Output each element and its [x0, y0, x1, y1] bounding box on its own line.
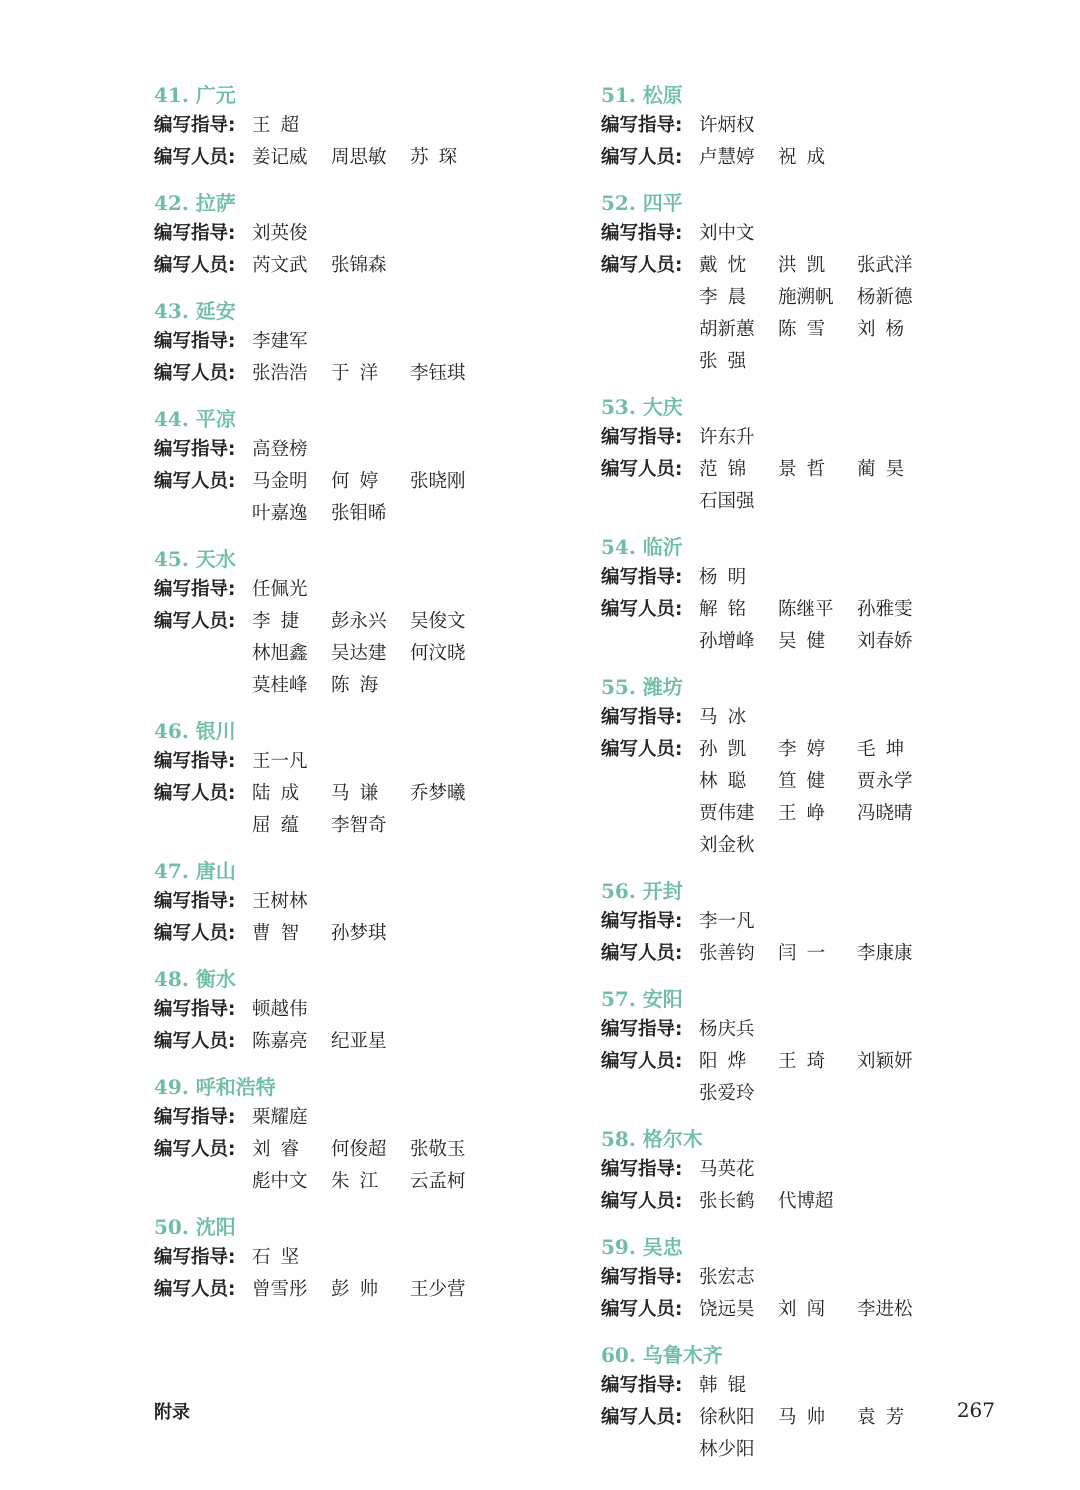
person-name: 顿越伟 — [252, 999, 308, 1020]
staff-names — [252, 606, 554, 702]
guide-names — [699, 422, 1001, 454]
staff-label: 编写人员: — [154, 611, 236, 632]
city-title: 44. 平凉 — [154, 407, 236, 431]
guide-row — [601, 702, 1001, 734]
person-name: 何婷 — [331, 471, 389, 492]
person-name: 任佩光 — [252, 579, 308, 600]
person-name: 林少阳 — [699, 1439, 755, 1460]
guide-names — [252, 746, 554, 778]
person-name: 姜记威 — [252, 147, 308, 168]
city-entry — [154, 856, 554, 950]
guide-row — [154, 574, 554, 606]
staff-row — [154, 778, 554, 842]
person-name: 王峥 — [778, 803, 836, 824]
city-entry — [601, 80, 1001, 174]
city-title: 59. 吴忠 — [601, 1235, 683, 1259]
person-name: 解铭 — [699, 599, 757, 620]
guide-label: 编写指导: — [601, 567, 683, 588]
person-name: 莫桂峰 — [252, 675, 308, 696]
staff-row — [154, 466, 554, 530]
person-name: 张敬玉 — [410, 1139, 466, 1160]
staff-row — [601, 1294, 1001, 1326]
staff-label: 编写人员: — [154, 363, 236, 384]
staff-names — [699, 1046, 1001, 1110]
person-name: 乔梦曦 — [410, 783, 466, 804]
person-name: 王一凡 — [252, 751, 308, 772]
staff-names — [699, 1294, 1001, 1326]
city-entry — [154, 1212, 554, 1306]
staff-label: 编写人员: — [601, 599, 683, 620]
person-name: 林旭鑫 — [252, 643, 308, 664]
guide-names — [252, 574, 554, 606]
person-name: 马冰 — [699, 707, 757, 728]
guide-label: 编写指导: — [154, 331, 236, 352]
guide-label: 编写指导: — [154, 1247, 236, 1268]
person-name: 林聪 — [699, 771, 757, 792]
left-column — [154, 80, 554, 1320]
city-title: 53. 大庆 — [601, 395, 683, 419]
staff-names — [699, 938, 1001, 970]
person-name: 杨新德 — [857, 287, 913, 308]
person-name: 彭帅 — [331, 1279, 389, 1300]
person-name: 王少营 — [410, 1279, 466, 1300]
staff-row — [154, 918, 554, 950]
staff-label: 编写人员: — [154, 1279, 236, 1300]
person-name: 刘英俊 — [252, 223, 308, 244]
guide-row — [601, 906, 1001, 938]
person-name: 刘睿 — [252, 1139, 310, 1160]
guide-label: 编写指导: — [154, 223, 236, 244]
person-name: 张宏志 — [699, 1267, 755, 1288]
guide-names — [252, 326, 554, 358]
person-name: 韩锟 — [699, 1375, 757, 1396]
person-name: 张善钧 — [699, 943, 755, 964]
person-name: 吴俊文 — [410, 611, 466, 632]
person-name: 何俊超 — [331, 1139, 387, 1160]
guide-label: 编写指导: — [154, 579, 236, 600]
guide-row — [154, 110, 554, 142]
person-name: 周思敏 — [331, 147, 387, 168]
person-name: 张晓刚 — [410, 471, 466, 492]
guide-names — [252, 1242, 554, 1274]
person-name: 陈雪 — [778, 319, 836, 340]
staff-names — [699, 1402, 1001, 1466]
guide-names — [699, 218, 1001, 250]
city-title: 48. 衡水 — [154, 967, 236, 991]
person-name: 冯晓晴 — [857, 803, 913, 824]
guide-row — [154, 434, 554, 466]
guide-row — [601, 1014, 1001, 1046]
city-title: 52. 四平 — [601, 191, 683, 215]
city-title: 58. 格尔木 — [601, 1127, 703, 1151]
person-name: 曹智 — [252, 923, 310, 944]
staff-row — [154, 142, 554, 174]
city-entry — [601, 984, 1001, 1110]
person-name: 朱江 — [331, 1171, 389, 1192]
person-name: 景哲 — [778, 459, 836, 480]
staff-row — [601, 1402, 1001, 1466]
staff-names — [699, 734, 1001, 862]
person-name: 祝成 — [778, 147, 836, 168]
staff-label: 编写人员: — [154, 1031, 236, 1052]
guide-row — [154, 326, 554, 358]
person-name: 刘中文 — [699, 223, 755, 244]
city-title: 49. 呼和浩特 — [154, 1075, 276, 1099]
staff-names — [699, 454, 1001, 518]
guide-label: 编写指导: — [154, 439, 236, 460]
staff-label: 编写人员: — [601, 1299, 683, 1320]
person-name: 阳烨 — [699, 1051, 757, 1072]
person-name: 范锦 — [699, 459, 757, 480]
guide-names — [699, 702, 1001, 734]
guide-row — [154, 218, 554, 250]
person-name: 贾伟建 — [699, 803, 755, 824]
staff-label: 编写人员: — [601, 1191, 683, 1212]
staff-row — [601, 938, 1001, 970]
guide-label: 编写指导: — [154, 999, 236, 1020]
city-entry — [154, 188, 554, 282]
city-entry — [154, 544, 554, 702]
person-name: 石坚 — [252, 1247, 310, 1268]
guide-row — [601, 422, 1001, 454]
person-name: 李建军 — [252, 331, 308, 352]
person-name: 李钰琪 — [410, 363, 466, 384]
person-name: 李康康 — [857, 943, 913, 964]
guide-label: 编写指导: — [601, 911, 683, 932]
staff-row — [601, 1186, 1001, 1218]
guide-label: 编写指导: — [154, 891, 236, 912]
guide-names — [699, 1014, 1001, 1046]
person-name: 王琦 — [778, 1051, 836, 1072]
city-entry — [601, 188, 1001, 378]
city-title: 50. 沈阳 — [154, 1215, 236, 1239]
staff-label: 编写人员: — [154, 255, 236, 276]
city-title: 43. 延安 — [154, 299, 236, 323]
city-entry — [601, 392, 1001, 518]
guide-row — [601, 562, 1001, 594]
staff-row — [154, 358, 554, 390]
city-entry — [601, 532, 1001, 658]
person-name: 栗耀庭 — [252, 1107, 308, 1128]
staff-row — [601, 250, 1001, 378]
right-column — [601, 80, 1001, 1480]
staff-label: 编写人员: — [154, 471, 236, 492]
person-name: 张强 — [699, 351, 757, 372]
staff-label: 编写人员: — [601, 1407, 683, 1428]
person-name: 高登榜 — [252, 439, 308, 460]
staff-names — [252, 918, 554, 950]
guide-row — [601, 1154, 1001, 1186]
person-name: 张锦森 — [331, 255, 387, 276]
guide-label: 编写指导: — [154, 115, 236, 136]
staff-names — [252, 1026, 554, 1058]
person-name: 王树林 — [252, 891, 308, 912]
person-name: 李捷 — [252, 611, 310, 632]
city-entry — [154, 964, 554, 1058]
guide-label: 编写指导: — [601, 115, 683, 136]
staff-row — [601, 142, 1001, 174]
guide-names — [699, 1370, 1001, 1402]
staff-row — [154, 1026, 554, 1058]
staff-label: 编写人员: — [154, 783, 236, 804]
person-name: 许东升 — [699, 427, 755, 448]
person-name: 马帅 — [778, 1407, 836, 1428]
guide-names — [252, 434, 554, 466]
person-name: 王超 — [252, 115, 310, 136]
person-name: 芮文武 — [252, 255, 308, 276]
guide-label: 编写指导: — [601, 707, 683, 728]
staff-row — [601, 594, 1001, 658]
person-name: 张爱玲 — [699, 1083, 755, 1104]
staff-names — [252, 250, 554, 282]
person-name: 吴达建 — [331, 643, 387, 664]
person-name: 于洋 — [331, 363, 389, 384]
person-name: 孙凯 — [699, 739, 757, 760]
guide-row — [154, 746, 554, 778]
person-name: 苏琛 — [410, 147, 468, 168]
person-name: 陈嘉亮 — [252, 1031, 308, 1052]
person-name: 屈蕴 — [252, 815, 310, 836]
staff-label: 编写人员: — [154, 147, 236, 168]
city-entry — [154, 1072, 554, 1198]
city-title: 60. 乌鲁木齐 — [601, 1343, 723, 1367]
person-name: 石国强 — [699, 491, 755, 512]
staff-row — [154, 1134, 554, 1198]
staff-label: 编写人员: — [601, 1051, 683, 1072]
staff-names — [699, 594, 1001, 658]
person-name: 杨明 — [699, 567, 757, 588]
guide-label: 编写指导: — [154, 1107, 236, 1128]
person-name: 李智奇 — [331, 815, 387, 836]
person-name: 吴健 — [778, 631, 836, 652]
city-entry — [601, 1340, 1001, 1466]
person-name: 孙雅雯 — [857, 599, 913, 620]
staff-names — [252, 1134, 554, 1198]
staff-label: 编写人员: — [601, 459, 683, 480]
guide-names — [252, 110, 554, 142]
guide-names — [699, 562, 1001, 594]
guide-label: 编写指导: — [601, 223, 683, 244]
person-name: 陈海 — [331, 675, 389, 696]
person-name: 曾雪彤 — [252, 1279, 308, 1300]
guide-label: 编写指导: — [601, 1159, 683, 1180]
guide-row — [601, 110, 1001, 142]
staff-label: 编写人员: — [601, 943, 683, 964]
city-entry — [154, 80, 554, 174]
person-name: 张钼晞 — [331, 503, 387, 524]
person-name: 戴忱 — [699, 255, 757, 276]
person-name: 马英花 — [699, 1159, 755, 1180]
person-name: 马金明 — [252, 471, 308, 492]
city-title: 47. 唐山 — [154, 859, 236, 883]
guide-row — [154, 886, 554, 918]
person-name: 李晨 — [699, 287, 757, 308]
staff-row — [601, 1046, 1001, 1110]
person-name: 李进松 — [857, 1299, 913, 1320]
person-name: 刘春娇 — [857, 631, 913, 652]
city-entry — [154, 716, 554, 842]
person-name: 施溯帆 — [778, 287, 834, 308]
person-name: 刘金秋 — [699, 835, 755, 856]
guide-label: 编写指导: — [601, 427, 683, 448]
page-number: 267 — [956, 1398, 995, 1422]
staff-names — [252, 466, 554, 530]
guide-label: 编写指导: — [154, 751, 236, 772]
guide-names — [252, 994, 554, 1026]
person-name: 杨庆兵 — [699, 1019, 755, 1040]
person-name: 刘颖妍 — [857, 1051, 913, 1072]
person-name: 饶远昊 — [699, 1299, 755, 1320]
person-name: 袁芳 — [857, 1407, 915, 1428]
person-name: 孙梦琪 — [331, 923, 387, 944]
guide-names — [252, 218, 554, 250]
person-name: 马谦 — [331, 783, 389, 804]
staff-row — [154, 606, 554, 702]
guide-row — [154, 1242, 554, 1274]
guide-row — [601, 1262, 1001, 1294]
city-title: 41. 广元 — [154, 83, 236, 107]
person-name: 陈继平 — [778, 599, 834, 620]
person-name: 彭永兴 — [331, 611, 387, 632]
guide-label: 编写指导: — [601, 1375, 683, 1396]
city-entry — [601, 1232, 1001, 1326]
guide-row — [601, 218, 1001, 250]
guide-row — [154, 1102, 554, 1134]
person-name: 贾永学 — [857, 771, 913, 792]
staff-row — [601, 734, 1001, 862]
guide-names — [252, 1102, 554, 1134]
guide-label: 编写指导: — [601, 1019, 683, 1040]
staff-names — [699, 142, 1001, 174]
person-name: 毛坤 — [857, 739, 915, 760]
staff-label: 编写人员: — [154, 923, 236, 944]
person-name: 张浩浩 — [252, 363, 308, 384]
city-title: 54. 临沂 — [601, 535, 683, 559]
staff-label: 编写人员: — [601, 255, 683, 276]
person-name: 何汶晓 — [410, 643, 466, 664]
person-name: 李一凡 — [699, 911, 755, 932]
city-entry — [601, 672, 1001, 862]
person-name: 叶嘉逸 — [252, 503, 308, 524]
staff-names — [699, 1186, 1001, 1218]
staff-row — [154, 1274, 554, 1306]
person-name: 代博超 — [778, 1191, 834, 1212]
guide-names — [699, 1262, 1001, 1294]
guide-label: 编写指导: — [601, 1267, 683, 1288]
city-title: 55. 潍坊 — [601, 675, 683, 699]
person-name: 彪中文 — [252, 1171, 308, 1192]
staff-names — [699, 250, 1001, 378]
guide-names — [699, 906, 1001, 938]
person-name: 笪健 — [778, 771, 836, 792]
city-title: 57. 安阳 — [601, 987, 683, 1011]
city-entry — [601, 1124, 1001, 1218]
person-name: 徐秋阳 — [699, 1407, 755, 1428]
person-name: 张长鹤 — [699, 1191, 755, 1212]
staff-label: 编写人员: — [601, 147, 683, 168]
staff-names — [252, 778, 554, 842]
person-name: 陆成 — [252, 783, 310, 804]
person-name: 洪凯 — [778, 255, 836, 276]
guide-row — [601, 1370, 1001, 1402]
city-entry — [154, 296, 554, 390]
person-name: 云孟柯 — [410, 1171, 466, 1192]
person-name: 张武洋 — [857, 255, 913, 276]
guide-row — [154, 994, 554, 1026]
person-name: 许炳权 — [699, 115, 755, 136]
person-name: 刘闯 — [778, 1299, 836, 1320]
person-name: 李婷 — [778, 739, 836, 760]
staff-row — [601, 454, 1001, 518]
city-entry — [601, 876, 1001, 970]
staff-names — [252, 358, 554, 390]
person-name: 纪亚星 — [331, 1031, 387, 1052]
city-title: 42. 拉萨 — [154, 191, 236, 215]
city-entry — [154, 404, 554, 530]
guide-names — [252, 886, 554, 918]
person-name: 刘杨 — [857, 319, 915, 340]
person-name: 蔺昊 — [857, 459, 915, 480]
staff-names — [252, 1274, 554, 1306]
footer-section-label: 附录 — [154, 1402, 190, 1423]
person-name: 闫一 — [778, 943, 836, 964]
person-name: 孙增峰 — [699, 631, 755, 652]
person-name: 胡新蕙 — [699, 319, 755, 340]
guide-names — [699, 110, 1001, 142]
person-name: 卢慧婷 — [699, 147, 755, 168]
guide-names — [699, 1154, 1001, 1186]
city-title: 46. 银川 — [154, 719, 236, 743]
city-title: 56. 开封 — [601, 879, 683, 903]
city-title: 51. 松原 — [601, 83, 683, 107]
staff-label: 编写人员: — [601, 739, 683, 760]
staff-label: 编写人员: — [154, 1139, 236, 1160]
staff-names — [252, 142, 554, 174]
city-title: 45. 天水 — [154, 547, 236, 571]
staff-row — [154, 250, 554, 282]
